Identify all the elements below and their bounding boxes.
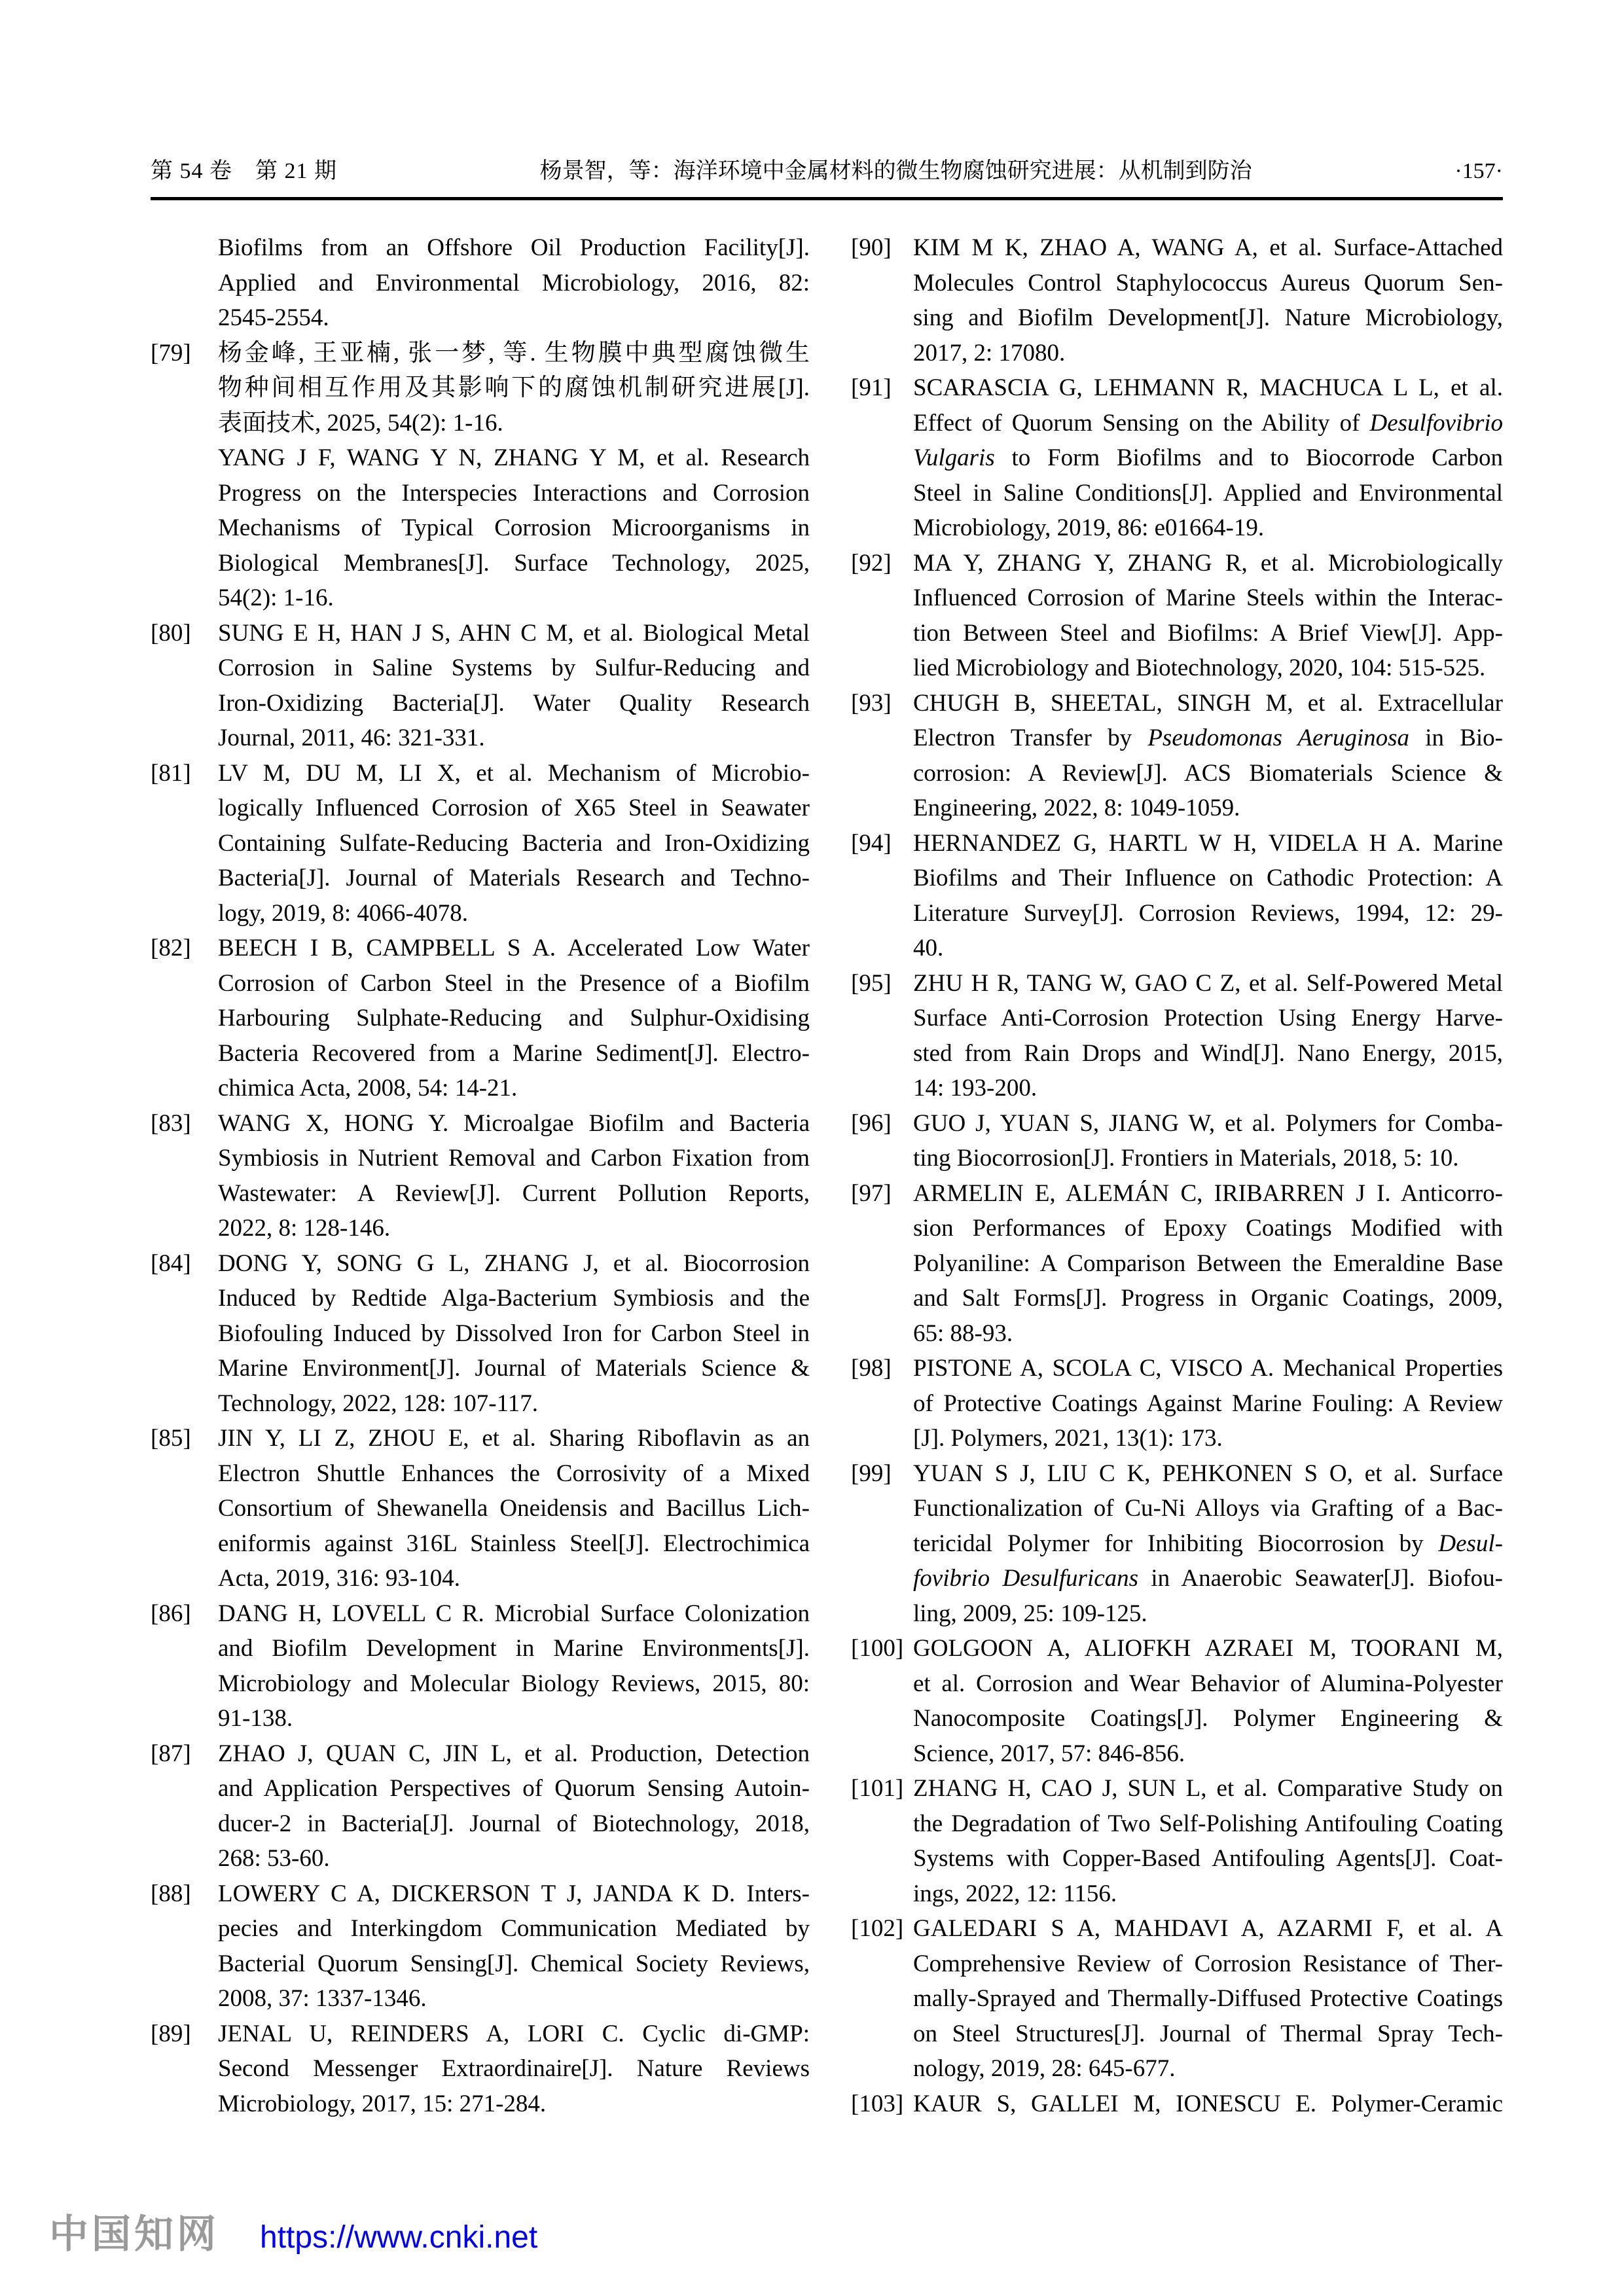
reference-line: and Salt Forms[J]. Progress in Organic Coatings, 2009, [913, 1285, 1503, 1312]
reference-item [151, 336, 810, 616]
reference-number: [85] [151, 1425, 191, 1452]
reference-number: [103] [851, 2090, 904, 2117]
reference-line: Mechanisms of Typical Corrosion Microorganisms in [218, 514, 810, 541]
reference-line: Systems with Copper-Based Antifouling Agents[J]. Coat- [913, 1845, 1503, 1872]
reference-line: WANG X, HONG Y. Microalgae Biofilm and Bacteria [218, 1109, 810, 1137]
reference-item [151, 2017, 810, 2122]
reference-line: Containing Sulfate-Reducing Bacteria and Iron-Oxidizing [218, 829, 810, 857]
reference-line: ZHU H R, TANG W, GAO C Z, et al. Self-Powered Metal [913, 969, 1503, 997]
reference-line: Biofilms and Their Influence on Cathodic Protection: A [913, 865, 1503, 891]
reference-line: GALEDARI S A, MAHDAVI A, AZARMI F, et al. A [913, 1915, 1503, 1942]
reference-item [151, 1246, 810, 1422]
reference-line: Second Messenger Extraordinaire[J]. Nature Reviews [218, 2055, 810, 2082]
reference-item [151, 1421, 810, 1596]
reference-line: Electron Shuttle Enhances the Corrosivity of a Mixed [218, 1460, 810, 1487]
reference-line: ducer-2 in Bacteria[J]. Journal of Biotechnology, 2018, [218, 1810, 810, 1837]
reference-item [151, 1596, 810, 1736]
reference-item [851, 1456, 1503, 1632]
reference-line: on Steel Structures[J]. Journal of Thermal Spray Tech- [913, 2020, 1503, 2047]
reference-line: logy, 2019, 8: 4066-4078. [218, 899, 468, 927]
reference-line: Steel in Saline Conditions[J]. Applied and Environmental [913, 479, 1503, 507]
reference-line: Nanocomposite Coatings[J]. Polymer Engineering & [913, 1705, 1503, 1732]
reference-line: GUO J, YUAN S, JIANG W, et al. Polymers for Comba- [913, 1109, 1503, 1137]
reference-line: DONG Y, SONG G L, ZHANG J, et al. Biocorrosion [218, 1249, 810, 1277]
reference-line: corrosion: A Review[J]. ACS Biomaterials Science & [913, 759, 1503, 787]
reference-line: 268: 53-60. [218, 1845, 330, 1872]
reference-number: [88] [151, 1880, 191, 1907]
reference-line: Iron-Oxidizing Bacteria[J]. Water Quality Research [218, 689, 810, 717]
reference-line: YANG J F, WANG Y N, ZHANG Y M, et al. Research [218, 444, 810, 471]
reference-line: Corrosion in Saline Systems by Sulfur-Reducing and [218, 655, 810, 681]
reference-number: [81] [151, 759, 191, 787]
reference-line: Microbiology and Molecular Biology Reviews, 2015, 80: [218, 1670, 810, 1697]
reference-line: Effect of Quorum Sensing on the Ability of Desulfovibrio [913, 409, 1503, 437]
reference-number: [92] [851, 549, 892, 577]
reference-number: [82] [151, 935, 191, 961]
page-footer [49, 2203, 537, 2259]
reference-number: [97] [851, 1179, 892, 1207]
cnki-logo: 中国知网 [49, 2212, 219, 2256]
reference-line: ARMELIN E, ALEMÁN C, IRIBARREN J I. Anticorro- [913, 1179, 1503, 1207]
reference-item [851, 686, 1503, 826]
reference-line: YUAN S J, LIU C K, PEHKONEN S O, et al. Surface [913, 1460, 1503, 1487]
reference-item [851, 2087, 1503, 2122]
reference-line: 2545-2554. [218, 304, 329, 331]
running-title: 杨景智，等：海洋环境中金属材料的微生物腐蚀研究进展：从机制到防治 [539, 159, 1252, 183]
reference-number: [90] [851, 234, 892, 261]
reference-item [851, 1631, 1503, 1771]
reference-line: Marine Environment[J]. Journal of Materials Science & [218, 1355, 810, 1382]
reference-line: 40. [913, 935, 944, 961]
reference-line: Literature Survey[J]. Corrosion Reviews, 1994, 12: 29- [913, 899, 1503, 927]
reference-item [851, 370, 1503, 546]
reference-item [851, 1176, 1503, 1352]
reference-line: 91-138. [218, 1705, 293, 1732]
reference-line: Biofilms from an Offshore Oil Production Facility[J]. [218, 234, 810, 261]
reference-number: [83] [151, 1109, 191, 1137]
reference-line: Bacteria[J]. Journal of Materials Research and Techno- [218, 865, 810, 891]
reference-line: LOWERY C A, DICKERSON T J, JANDA K D. Inters- [218, 1880, 810, 1907]
reference-number: [80] [151, 619, 191, 647]
reference-line: Wastewater: A Review[J]. Current Pollution Reports, [218, 1179, 810, 1207]
reference-line: Engineering, 2022, 8: 1049-1059. [913, 795, 1240, 821]
reference-line: [J]. Polymers, 2021, 13(1): 173. [913, 1425, 1223, 1452]
reference-item [151, 616, 810, 756]
reference-number: [94] [851, 829, 892, 857]
reference-line: nology, 2019, 28: 645-677. [913, 2055, 1176, 2082]
reference-line: and Biofilm Development in Marine Environments[J]. [218, 1635, 810, 1662]
reference-line: fovibrio Desulfuricans in Anaerobic Seawater[J]. Biofou- [913, 1565, 1503, 1592]
reference-item [151, 1736, 810, 1876]
reference-line: Corrosion of Carbon Steel in the Presence of a Biofilm [218, 969, 810, 997]
reference-number: [86] [151, 1600, 191, 1627]
reference-line: Comprehensive Review of Corrosion Resistance of Ther- [913, 1950, 1503, 1977]
reference-item [851, 1351, 1503, 1456]
reference-line: KAUR S, GALLEI M, IONESCU E. Polymer-Ceramic [913, 2090, 1503, 2117]
reference-line: SCARASCIA G, LEHMANN R, MACHUCA L L, et al. [913, 374, 1503, 401]
reference-number: [93] [851, 689, 892, 717]
references-column-left [151, 230, 810, 2121]
reference-line: sion Performances of Epoxy Coatings Modified with [913, 1215, 1503, 1242]
reference-line: pecies and Interkingdom Communication Mediated by [218, 1915, 810, 1942]
reference-line: ling, 2009, 25: 109-125. [913, 1600, 1147, 1627]
reference-number: [91] [851, 374, 892, 401]
reference-line: BEECH I B, CAMPBELL S A. Accelerated Low Water [218, 935, 810, 961]
reference-number: [96] [851, 1109, 892, 1137]
reference-line: Harbouring Sulphate-Reducing and Sulphur-Oxidising [218, 1005, 810, 1031]
reference-line: sted from Rain Drops and Wind[J]. Nano Energy, 2015, [913, 1039, 1503, 1067]
reference-line: the Degradation of Two Self-Polishing Antifouling Coating [913, 1810, 1503, 1837]
reference-line: sing and Biofilm Development[J]. Nature Microbiology, [913, 304, 1503, 331]
reference-line: JIN Y, LI Z, ZHOU E, et al. Sharing Riboflavin as an [218, 1425, 810, 1452]
reference-line: mally-Sprayed and Thermally-Diffused Protective Coatings [913, 1985, 1503, 2012]
reference-item [851, 546, 1503, 686]
reference-line: Bacterial Quorum Sensing[J]. Chemical Society Reviews, [218, 1950, 810, 1977]
reference-line: lied Microbiology and Biotechnology, 2020, 104: 515-525. [913, 655, 1486, 681]
reference-line: et al. Corrosion and Wear Behavior of Alumina-Polyester [913, 1670, 1503, 1697]
page-header [151, 157, 1503, 186]
cnki-url[interactable]: https://www.cnki.net [260, 2220, 538, 2255]
reference-line: 表面技术, 2025, 54(2): 1-16. [218, 409, 503, 437]
reference-line: and Application Perspectives of Quorum Sensing Autoin- [218, 1775, 810, 1802]
reference-line: Electron Transfer by Pseudomonas Aeruginosa in Bio- [913, 725, 1504, 751]
reference-line: Surface Anti-Corrosion Protection Using Energy Harve- [913, 1005, 1503, 1031]
reference-line: DANG H, LOVELL C R. Microbial Surface Colonization [218, 1600, 810, 1627]
reference-item [151, 1106, 810, 1246]
reference-line: PISTONE A, SCOLA C, VISCO A. Mechanical Properties [913, 1355, 1503, 1382]
reference-line: KIM M K, ZHAO A, WANG A, et al. Surface-Attached [913, 234, 1503, 261]
reference-line: Biological Membranes[J]. Surface Technology, 2025, [218, 549, 810, 577]
reference-line: Influenced Corrosion of Marine Steels within the Interac- [913, 584, 1503, 611]
reference-item [851, 826, 1503, 966]
reference-number: [99] [851, 1460, 892, 1487]
page-number: ·157· [1454, 159, 1503, 183]
reference-line: Polyaniline: A Comparison Between the Emeraldine Base [913, 1249, 1503, 1277]
reference-line: 物种间相互作用及其影响下的腐蚀机制研究进展[J]. [218, 374, 810, 401]
reference-line: 杨金峰, 王亚楠, 张一梦, 等. 生物膜中典型腐蚀微生 [218, 339, 810, 367]
references-column-right [851, 230, 1503, 2121]
reference-line: Symbiosis in Nutrient Removal and Carbon Fixation from [218, 1145, 810, 1172]
reference-line: 65: 88-93. [913, 1319, 1013, 1347]
reference-line: Microbiology, 2017, 15: 271-284. [218, 2090, 547, 2117]
reference-line: tion Between Steel and Biofilms: A Brief View[J]. App- [913, 619, 1503, 647]
reference-line: Applied and Environmental Microbiology, 2016, 82: [218, 269, 810, 296]
reference-line: JENAL U, REINDERS A, LORI C. Cyclic di-GMP: [218, 2020, 810, 2047]
reference-line: Technology, 2022, 128: 107-117. [218, 1390, 538, 1417]
reference-number: [102] [851, 1915, 904, 1942]
header-rule [151, 197, 1503, 200]
reference-line: CHUGH B, SHEETAL, SINGH M, et al. Extracellular [913, 689, 1503, 717]
reference-line: ting Biocorrosion[J]. Frontiers in Materials, 2018, 5: 10. [913, 1145, 1459, 1172]
reference-line: HERNANDEZ G, HARTL W H, VIDELA H A. Marine [913, 829, 1503, 857]
reference-number: [100] [851, 1635, 904, 1662]
reference-item [151, 931, 810, 1106]
reference-number: [95] [851, 969, 892, 997]
reference-line: Biofouling Induced by Dissolved Iron for Carbon Steel in [218, 1319, 810, 1347]
reference-line: Induced by Redtide Alga-Bacterium Symbiosis and the [218, 1285, 810, 1312]
reference-line: 2008, 37: 1337-1346. [218, 1985, 427, 2012]
reference-line: 54(2): 1-16. [218, 584, 334, 611]
reference-line: SUNG E H, HAN J S, AHN C M, et al. Biological Metal [218, 619, 810, 647]
reference-line: MA Y, ZHANG Y, ZHANG R, et al. Microbiologically [913, 549, 1503, 577]
reference-number: [98] [851, 1355, 892, 1382]
journal-issue: 第 54 卷 第 21 期 [151, 159, 337, 183]
reference-line: Acta, 2019, 316: 93-104. [218, 1565, 460, 1592]
reference-item [851, 1106, 1503, 1176]
reference-line: ings, 2022, 12: 1156. [913, 1880, 1117, 1907]
reference-item [851, 230, 1503, 370]
reference-number: [84] [151, 1249, 191, 1277]
reference-line: 2017, 2: 17080. [913, 339, 1066, 367]
reference-item [851, 1771, 1503, 1911]
reference-line: of Protective Coatings Against Marine Fouling: A Review [913, 1390, 1503, 1417]
reference-line: Microbiology, 2019, 86: e01664-19. [913, 514, 1265, 541]
reference-item [851, 966, 1503, 1106]
reference-line: ZHAO J, QUAN C, JIN L, et al. Production, Detection [218, 1740, 810, 1767]
reference-line: chimica Acta, 2008, 54: 14-21. [218, 1075, 518, 1102]
reference-number: [89] [151, 2020, 191, 2047]
reference-item [151, 1876, 810, 2017]
reference-number: [79] [151, 339, 191, 367]
reference-line: Functionalization of Cu-Ni Alloys via Grafting of a Bac- [913, 1495, 1503, 1522]
reference-line: ZHANG H, CAO J, SUN L, et al. Comparative Study on [913, 1775, 1503, 1802]
reference-line: tericidal Polymer for Inhibiting Biocorrosion by Desul- [913, 1530, 1503, 1557]
reference-line: Progress on the Interspecies Interactions and Corrosion [218, 479, 810, 507]
reference-line: Bacteria Recovered from a Marine Sediment[J]. Electro- [218, 1039, 810, 1067]
reference-item [151, 756, 810, 931]
reference-item [851, 1911, 1503, 2087]
reference-line: Science, 2017, 57: 846-856. [913, 1740, 1185, 1767]
reference-number: [87] [151, 1740, 191, 1767]
reference-line: Molecules Control Staphylococcus Aureus Quorum Sen- [913, 269, 1503, 296]
reference-line: Journal, 2011, 46: 321-331. [218, 725, 485, 751]
reference-number: [101] [851, 1775, 904, 1802]
reference-item [151, 230, 810, 336]
reference-line: 2022, 8: 128-146. [218, 1215, 391, 1242]
reference-line: GOLGOON A, ALIOFKH AZRAEI M, TOORANI M, [913, 1635, 1503, 1662]
reference-line: Vulgaris to Form Biofilms and to Biocorrode Carbon [913, 444, 1503, 471]
reference-line: eniformis against 316L Stainless Steel[J]. Electrochimica [218, 1530, 810, 1557]
reference-line: logically Influenced Corrosion of X65 Steel in Seawater [218, 795, 810, 821]
reference-line: 14: 193-200. [913, 1075, 1038, 1102]
reference-line: LV M, DU M, LI X, et al. Mechanism of Microbio- [218, 759, 810, 787]
reference-line: Consortium of Shewanella Oneidensis and Bacillus Lich- [218, 1495, 810, 1522]
